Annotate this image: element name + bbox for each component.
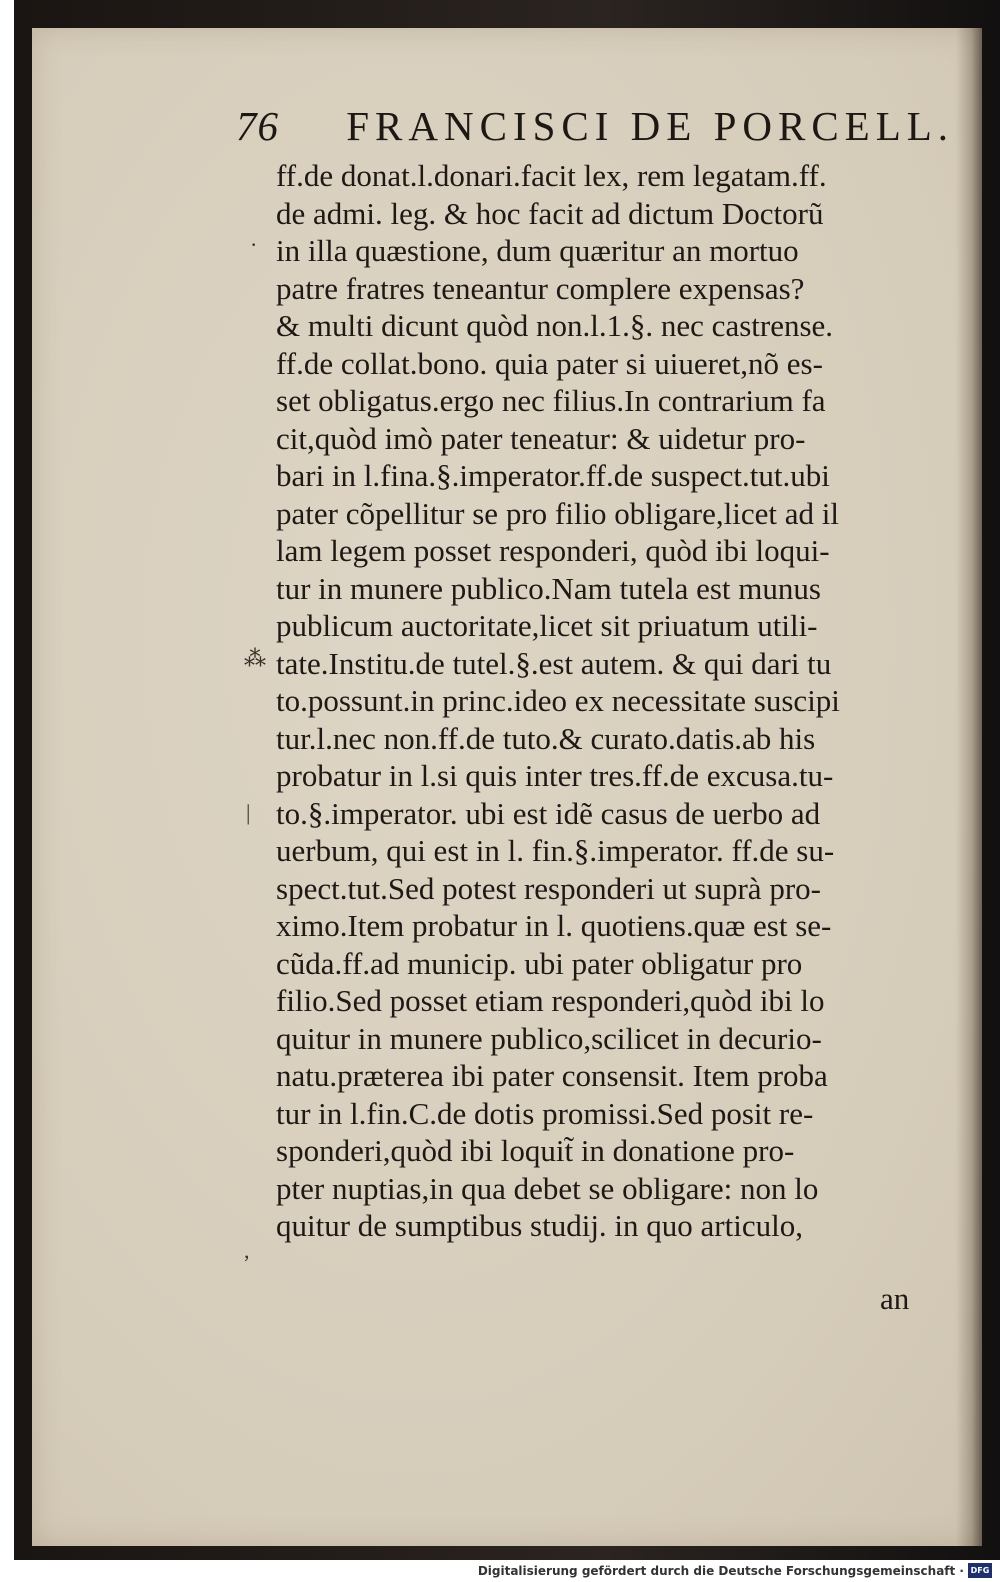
text-line: natu.præterea ibi pater consensit. Item proba <box>276 1058 828 1093</box>
text-line: to.§.imperator. ubi est idẽ casus de uerbo ad <box>276 795 821 831</box>
text-line: to.possunt.in princ.ideo ex necessitate suscipi <box>276 683 840 718</box>
text-line: tur in munere publico.Nam tutela est munus <box>276 570 821 606</box>
dfg-logo: DFG <box>968 1563 992 1578</box>
body-text <box>276 157 936 1245</box>
text-line: de admi. leg. & hoc facit ad dictum Doctorũ <box>276 195 824 231</box>
text-line: set obligatus.ergo nec filius.In contrarium fa <box>276 383 826 418</box>
footer-bar <box>0 1560 1000 1582</box>
text-line: tur in l.fin.C.de dotis promissi.Sed posit re- <box>276 1095 814 1131</box>
text-line: lam legem posset responderi, quòd ibi loqui- <box>276 533 830 568</box>
text-line: cit,quòd imò pater teneatur: & uidetur pro- <box>276 420 806 456</box>
text-line: ximo.Item probatur in l. quotiens.quæ est se- <box>276 908 832 943</box>
text-line: publicum auctoritate,licet sit priuatum utili- <box>276 608 818 643</box>
text-line: tur.l.nec non.ff.de tuto.& curato.datis.ab his <box>276 720 816 756</box>
margin-mark: | <box>246 800 251 825</box>
text-line: ff.de donat.l.donari.facit lex, rem legatam.ff. <box>276 158 827 193</box>
catchword: an <box>880 1281 910 1316</box>
text-line: filio.Sed posset etiam responderi,quòd ibi lo <box>276 983 825 1018</box>
funding-credit: Digitalisierung gefördert durch die Deutsche Forschungsgemeinschaft · <box>477 1564 964 1578</box>
text-line: pter nuptias,in qua debet se obligare: non lo <box>276 1170 819 1206</box>
text-line: pater cõpellitur se pro filio obligare,licet ad il <box>276 495 839 531</box>
text-line: tate.Institu.de tutel.§.est autem. & qui dari tu <box>276 645 832 681</box>
margin-mark: · <box>250 232 258 257</box>
text-line: in illa quæstione, dum quæritur an mortuo <box>276 233 799 268</box>
margin-mark: ⁂ <box>244 646 266 671</box>
text-line: quitur in munere publico,scilicet in decurio- <box>276 1020 822 1056</box>
running-head-title: FRANCISCI DE PORCELL. <box>346 103 955 149</box>
folio-number: 76 <box>236 103 279 149</box>
margin-mark: , <box>244 1238 250 1263</box>
text-line: probatur in l.si quis inter tres.ff.de excusa.tu- <box>276 758 834 793</box>
running-header <box>236 98 955 154</box>
text-line: patre fratres teneantur complere expensas? <box>276 270 805 306</box>
text-line: bari in l.fina.§.imperator.ff.de suspect.tut.ubi <box>276 458 830 493</box>
text-line: sponderi,quòd ibi loquit̃ in donatione pro- <box>276 1133 795 1168</box>
text-line: ff.de collat.bono. quia pater si uiueret,nõ es- <box>276 345 823 381</box>
text-line: spect.tut.Sed potest responderi ut suprà pro- <box>276 870 821 906</box>
text-line: & multi dicunt quòd non.l.1.§. nec castrense. <box>276 308 834 343</box>
text-line: uerbum, qui est in l. fin.§.imperator. ff.de su- <box>276 833 835 868</box>
page-gutter-shadow <box>956 28 982 1546</box>
text-line: quitur de sumptibus studij. in quo articulo, <box>276 1208 803 1243</box>
text-line: cũda.ff.ad municip. ubi pater obligatur pro <box>276 945 803 981</box>
